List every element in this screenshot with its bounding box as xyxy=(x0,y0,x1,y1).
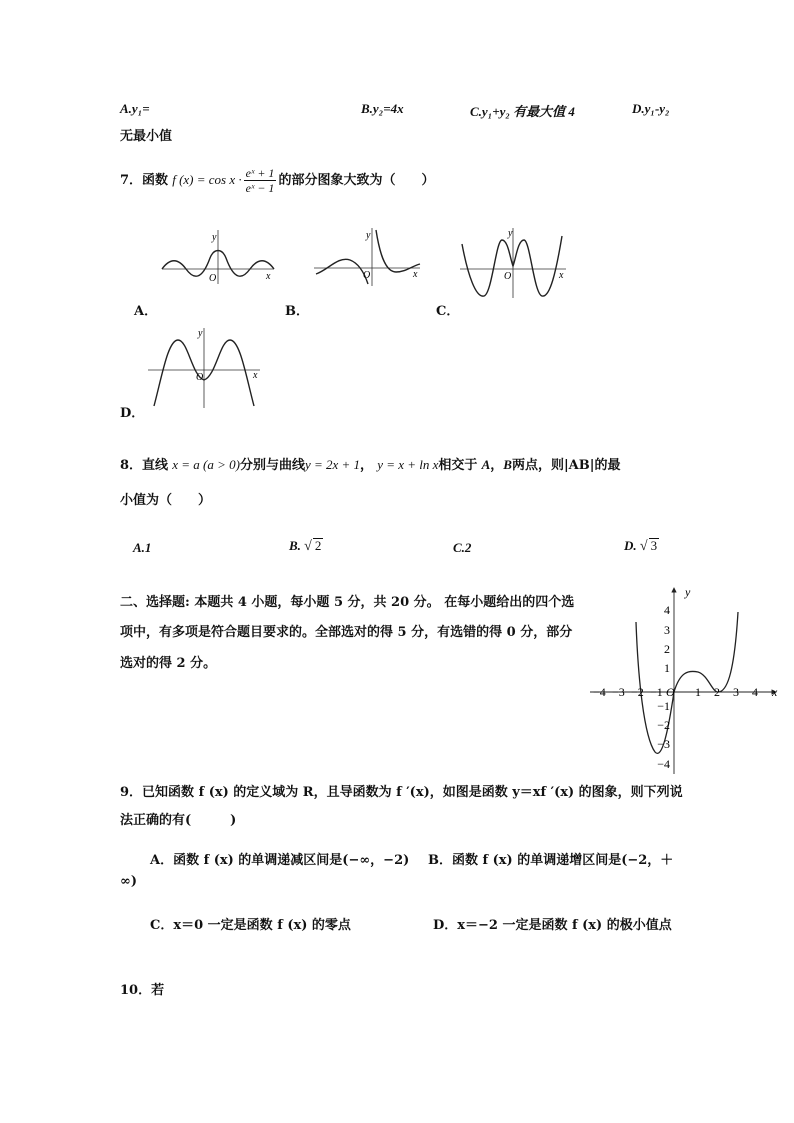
q6-option-a: A.y₁= xyxy=(120,101,150,116)
q8-option-a: A.1 xyxy=(133,540,152,555)
q7-graph-b-origin: O xyxy=(363,270,371,281)
x-tick-origin: O xyxy=(666,685,675,699)
q8-comma: ， xyxy=(490,458,504,473)
q7-stem xyxy=(120,166,434,195)
y-tick-neg2: −2 xyxy=(657,718,670,732)
q7-function: f (x) = cos x · xyxy=(172,172,242,187)
x-tick-1: 1 xyxy=(695,685,701,699)
q7-graph-a-origin: O xyxy=(209,273,217,284)
section2-line-3: 选对的得 2 分。 xyxy=(120,656,217,671)
q8-option-d xyxy=(624,538,659,555)
q9-option-c: C．x＝0 一定是函数 f (x) 的零点 xyxy=(150,918,351,933)
x-tick-neg2: −2 xyxy=(631,685,644,699)
q7-graph-c-origin: O xyxy=(504,271,512,282)
x-tick-2: 2 xyxy=(714,685,720,699)
q9-graph xyxy=(588,582,784,778)
q7-graph-d-x-label: x xyxy=(253,370,258,381)
q7-graph-d-y-label: y xyxy=(198,328,203,339)
q9-graph-y-label: y xyxy=(685,585,691,599)
q7-graph-b-curve-left xyxy=(316,259,371,284)
q7-graph-c-curve xyxy=(462,236,562,296)
section2-line-1: 二、选择题: 本题共 4 小题，每小题 5 分，共 20 分。 在每小题给出的四个选 xyxy=(120,595,575,610)
y-tick-3: 3 xyxy=(664,623,670,637)
q8-option-c: C.2 xyxy=(453,540,472,555)
q6-option-c: C.y₁+y₂ 有最大值 4 xyxy=(470,104,575,119)
q8-expr-2: y = 2x + 1 xyxy=(304,457,361,472)
y-tick-2: 2 xyxy=(664,642,670,656)
q8-option-d-label: D. xyxy=(624,538,637,553)
q7-graph-b xyxy=(312,226,422,288)
q7-label-c: C． xyxy=(436,304,460,319)
x-tick-neg4: −4 xyxy=(593,685,606,699)
q7-graph-a-y-label: y xyxy=(212,232,217,243)
q8-text-1: 直线 xyxy=(142,458,169,473)
q8-text-3: 相交于 xyxy=(438,458,478,473)
q7-label-b: B． xyxy=(285,304,309,319)
q7-graph-b-curve-right xyxy=(376,230,420,272)
y-tick-neg1: −1 xyxy=(657,699,670,713)
q7-graph-b-y-label: y xyxy=(366,230,371,241)
q7-label-a: A． xyxy=(134,304,158,319)
x-tick-3: 3 xyxy=(733,685,739,699)
sqrt-icon: √ xyxy=(639,539,648,554)
q9-graph-curve xyxy=(636,612,738,753)
q8-stem xyxy=(120,454,620,473)
q6-option-b: B.y₂=4x xyxy=(361,101,404,116)
y-tick-neg4: −4 xyxy=(657,757,670,771)
q7-graph-d xyxy=(146,326,262,412)
q7-graph-a-x-label: x xyxy=(266,271,271,282)
q9-stem-line-1: 9．已知函数 f (x) 的定义域为 R，且导函数为 f ′(x)，如图是函数 y＝xf ′(x) 的图象，则下列说 xyxy=(120,785,683,800)
q8-text-4: 两点，则|AB|的最 xyxy=(511,458,621,473)
q8-line-2: 小值为（ ） xyxy=(120,493,212,508)
q9-option-d: D．x＝−2 一定是函数 f (x) 的极小值点 xyxy=(433,918,672,933)
q7-fraction xyxy=(244,166,277,195)
q9-option-b: B．函数 f (x) 的单调递增区间是(−2，＋ xyxy=(428,853,674,868)
q6-option-d-continued: 无最小值 xyxy=(120,129,173,144)
q9-stem-line-2: 法正确的有( ) xyxy=(120,813,237,828)
q7-denominator: eˣ − 1 xyxy=(245,181,275,195)
q9-graph-x-label: x xyxy=(772,685,778,699)
q7-text-after: 的部分图象大致为（ ） xyxy=(278,173,435,188)
q7-graph-b-x-label: x xyxy=(413,269,418,280)
x-tick-4: 4 xyxy=(752,685,758,699)
q8-option-b-value: 2 xyxy=(314,538,322,553)
q7-text-before: 函数 xyxy=(142,173,169,188)
q8-text-2: 分别与曲线 xyxy=(239,458,305,473)
x-tick-neg1: −1 xyxy=(650,685,663,699)
q8-expr-1: x = a (a > 0) xyxy=(172,457,240,472)
section2-line-2: 项中，有多项是符合题目要求的。全部选对的得 5 分，有选错的得 0 分，部分 xyxy=(120,625,573,640)
q8-option-d-value: 3 xyxy=(650,538,658,553)
x-tick-neg3: −3 xyxy=(612,685,625,699)
y-tick-1: 1 xyxy=(664,661,670,675)
q8-number: 8． xyxy=(120,458,143,473)
q7-graph-c-x-label: x xyxy=(559,270,564,281)
q7-label-d: D． xyxy=(120,406,145,421)
q8-point-b: B xyxy=(503,457,512,472)
y-tick-4: 4 xyxy=(664,603,670,617)
q8-option-b-label: B. xyxy=(289,538,301,553)
sqrt-icon: √ xyxy=(304,539,312,554)
y-tick-neg3: −3 xyxy=(657,737,670,751)
q10-stem: 10．若 xyxy=(120,983,165,998)
q9-option-b-continued: ∞) xyxy=(120,874,137,889)
q7-numerator: eˣ + 1 xyxy=(245,166,275,180)
q7-graph-a xyxy=(160,228,276,286)
q9-option-a: A．函数 f (x) 的单调递减区间是(−∞，−2) xyxy=(150,853,410,868)
q6-option-d: D.y₁-y₂ xyxy=(632,101,670,116)
q8-separator: ， xyxy=(360,458,374,473)
q7-graph-d-origin: O xyxy=(196,372,204,383)
q7-graph-c-y-label: y xyxy=(508,228,513,239)
q8-expr-3: y = x + ln x xyxy=(377,457,439,472)
q7-graph-c xyxy=(458,226,568,302)
q8-option-b xyxy=(289,538,323,555)
q8-point-a: A xyxy=(481,457,491,472)
q7-number: 7． xyxy=(120,173,143,188)
